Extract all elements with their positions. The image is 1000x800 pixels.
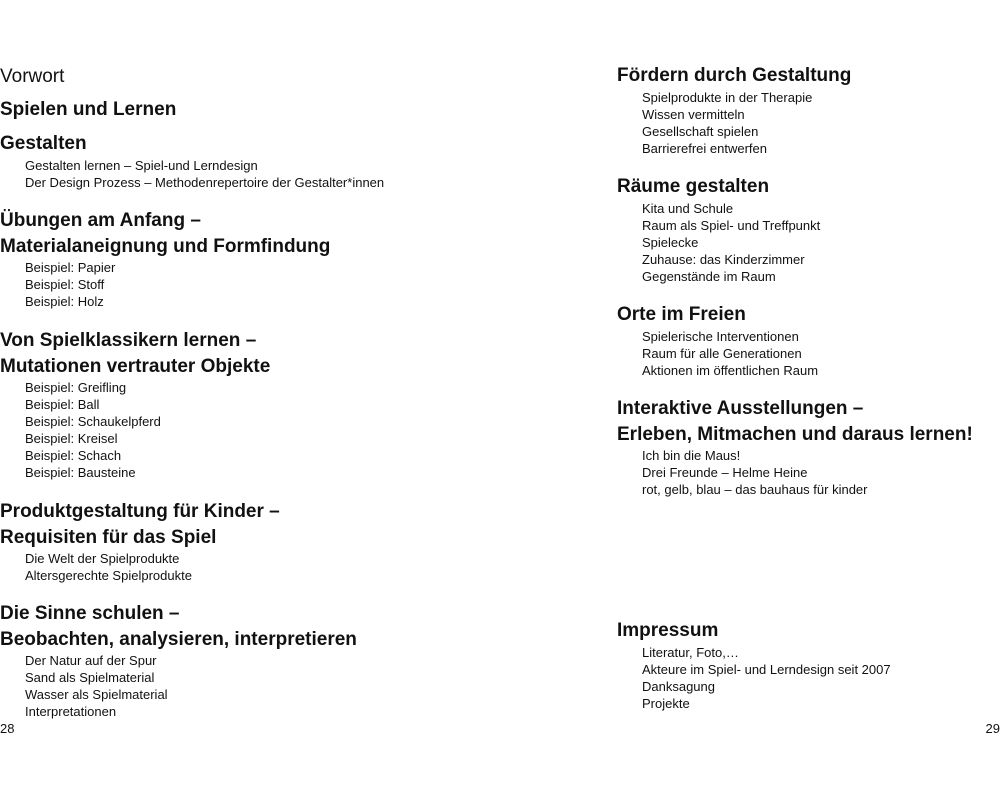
toc-item: Sand als Spielmaterial xyxy=(25,670,155,685)
title-line: Die Sinne schulen – xyxy=(0,603,180,624)
toc-section-title xyxy=(0,601,357,652)
toc-section-title xyxy=(617,63,851,89)
toc-section-title xyxy=(0,208,330,259)
toc-section-interaktive-ausstellungen xyxy=(617,396,973,498)
toc-item: Gesellschaft spielen xyxy=(642,123,759,139)
toc-item: Aktionen im öffentlichen Raum xyxy=(642,362,819,378)
toc-item: Die Welt der Spielprodukte xyxy=(25,551,180,566)
toc-section-title xyxy=(0,328,270,379)
title-line: Interaktive Ausstellungen – xyxy=(617,398,864,419)
toc-item-list xyxy=(0,157,384,191)
toc-item-list xyxy=(0,550,280,584)
toc-section-impressum xyxy=(617,618,891,712)
page-number-right: 29 xyxy=(985,721,1000,736)
toc-item: Zuhause: das Kinderzimmer xyxy=(642,251,805,267)
toc-item: Raum als Spiel- und Treffpunkt xyxy=(642,217,821,233)
toc-item-list xyxy=(0,259,330,310)
toc-section-title xyxy=(0,97,176,123)
toc-item: Barrierefrei entwerfen xyxy=(642,140,767,156)
toc-item-list xyxy=(0,379,270,481)
title-line: Übungen am Anfang – xyxy=(0,210,201,231)
toc-item: Wasser als Spielmaterial xyxy=(25,687,168,702)
toc-item: Beispiel: Greifling xyxy=(25,380,127,395)
toc-section-uebungen-am-anfang xyxy=(0,208,330,310)
title-line: Orte im Freien xyxy=(617,304,746,325)
toc-item: Der Natur auf der Spur xyxy=(25,653,157,668)
toc-section-die-sinne-schulen xyxy=(0,601,357,720)
toc-item: Literatur, Foto,… xyxy=(642,644,739,660)
title-line: Beobachten, analysieren, interpretieren xyxy=(0,628,357,650)
toc-item: Beispiel: Holz xyxy=(25,294,104,309)
toc-item: Beispiel: Kreisel xyxy=(25,431,118,446)
title-line: Materialaneignung und Formfindung xyxy=(0,235,331,257)
title-line: Impressum xyxy=(617,620,719,641)
toc-item: Spielprodukte in der Therapie xyxy=(642,89,813,105)
title-line: Räume gestalten xyxy=(617,176,770,197)
toc-section-title xyxy=(617,396,973,447)
toc-section-title xyxy=(0,499,280,550)
title-line: Spielen und Lernen xyxy=(0,99,177,120)
toc-section-title xyxy=(617,618,891,644)
toc-item: Danksagung xyxy=(642,678,715,694)
title-line: Requisiten für das Spiel xyxy=(0,526,217,548)
title-line: Von Spielklassikern lernen – xyxy=(0,330,257,351)
toc-item: Projekte xyxy=(642,695,690,711)
toc-item: Gestalten lernen – Spiel-und Lerndesign xyxy=(25,157,258,173)
toc-item-list xyxy=(617,200,820,285)
title-line: Erleben, Mitmachen und daraus lernen! xyxy=(617,423,973,445)
toc-item: Raum für alle Generationen xyxy=(642,345,802,361)
toc-item: rot, gelb, blau – das bauhaus für kinder xyxy=(642,482,868,497)
title-line: Fördern durch Gestaltung xyxy=(617,65,852,86)
toc-item: Gegenstände im Raum xyxy=(642,268,776,284)
toc-item: Drei Freunde – Helme Heine xyxy=(642,465,808,480)
toc-item: Interpretationen xyxy=(25,704,117,719)
title-line: Produktgestaltung für Kinder – xyxy=(0,501,280,522)
toc-item: Beispiel: Schaukelpferd xyxy=(25,414,161,429)
toc-item: Altersgerechte Spielprodukte xyxy=(25,568,192,583)
toc-section-produktgestaltung-fuer-kinder xyxy=(0,499,280,584)
toc-item: Akteure im Spiel- und Lerndesign seit 2007 xyxy=(642,661,891,677)
toc-item: Spielecke xyxy=(642,234,699,250)
toc-section-orte-im-freien xyxy=(617,302,818,379)
toc-item: Beispiel: Schach xyxy=(25,448,122,463)
toc-item-list xyxy=(0,652,357,720)
toc-item: Beispiel: Ball xyxy=(25,397,100,412)
toc-item: Kita und Schule xyxy=(642,200,734,216)
toc-item: Ich bin die Maus! xyxy=(642,448,741,463)
toc-item-list xyxy=(617,447,973,498)
toc-item: Beispiel: Papier xyxy=(25,260,116,275)
toc-item-list xyxy=(617,644,891,712)
toc-section-von-spielklassikern-lernen xyxy=(0,328,270,481)
toc-section-raeume-gestalten xyxy=(617,174,820,285)
toc-item: Spielerische Interventionen xyxy=(642,328,799,344)
page-number-left: 28 xyxy=(0,721,15,736)
toc-item: Wissen vermitteln xyxy=(642,106,745,122)
toc-section-spielen-und-lernen xyxy=(0,97,176,123)
toc-item-list xyxy=(617,89,851,157)
right-page xyxy=(617,0,1000,800)
toc-section-foerdern-durch-gestaltung xyxy=(617,63,851,157)
toc-heading-vorwort: Vorwort xyxy=(0,66,65,87)
toc-section-title xyxy=(617,302,818,328)
toc-item-list xyxy=(617,328,818,379)
toc-section-title xyxy=(0,131,384,157)
toc-item: Beispiel: Stoff xyxy=(25,277,105,292)
toc-item: Der Design Prozess – Methodenrepertoire der Gestalter*innen xyxy=(25,174,385,190)
toc-section-title xyxy=(617,174,820,200)
toc-section-gestalten xyxy=(0,131,384,191)
title-line: Mutationen vertrauter Objekte xyxy=(0,355,271,377)
toc-item: Beispiel: Bausteine xyxy=(25,465,136,480)
title-line: Gestalten xyxy=(0,133,87,154)
